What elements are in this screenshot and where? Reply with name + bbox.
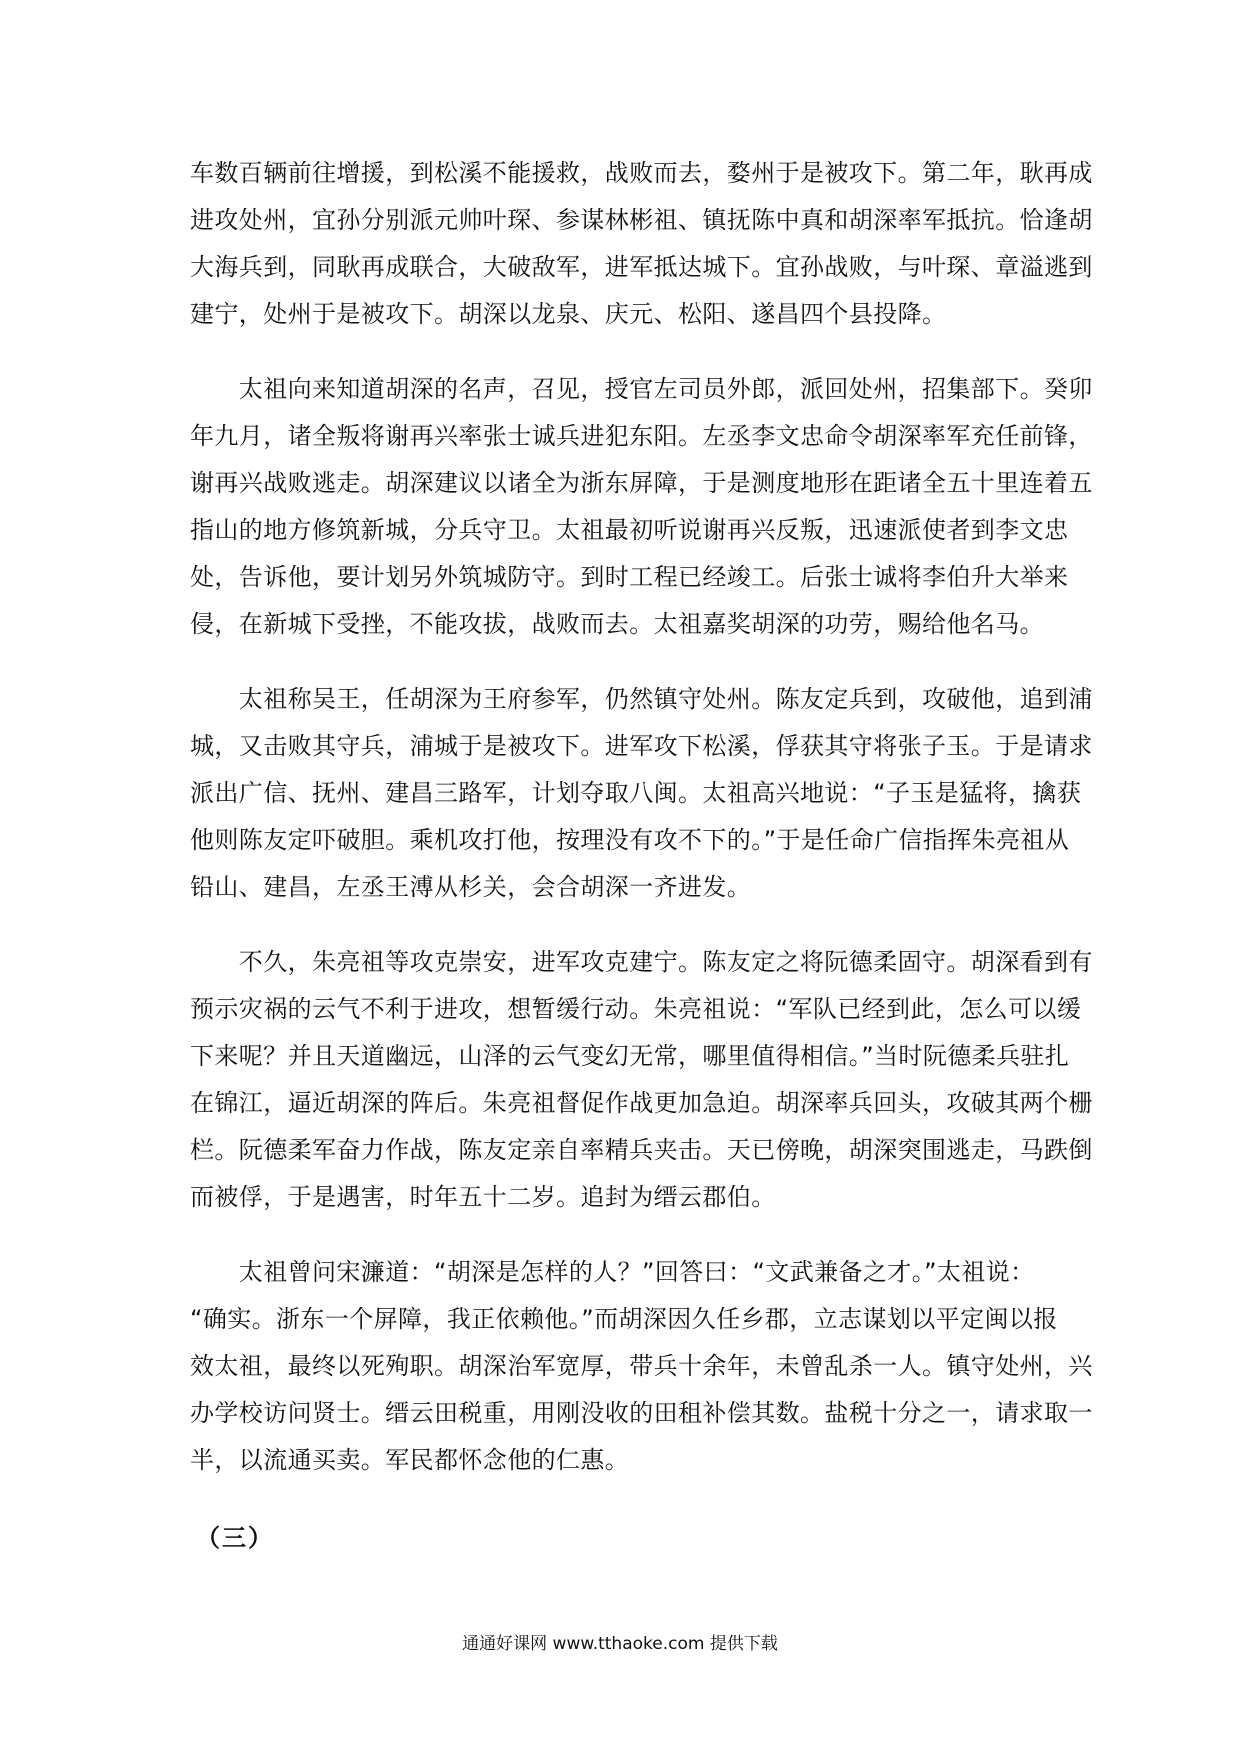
text-line: 大海兵到，同耿再成联合，大破敌军，进军抵达城下。宜孙战败，与叶琛、章溢逃到 (190, 253, 1093, 281)
text-line: 指山的地方修筑新城，分兵守卫。太祖最初听说谢再兴反叛，迅速派使者到李文忠 (190, 516, 1069, 544)
text-line: 建宁，处州于是被攻下。胡深以龙泉、庆元、松阳、遂昌四个县投降。 (190, 300, 947, 328)
text-line: 在锦江，逼近胡深的阵后。朱亮祖督促作战更加急迫。胡深率兵回头，攻破其两个栅 (190, 1089, 1093, 1117)
text-line: 太祖曾问宋濂道：“胡深是怎样的人？”回答曰：“文武兼备之才。”太祖说： (190, 1258, 1035, 1286)
text-line: 进攻处州，宜孙分别派元帅叶琛、参谋林彬祖、镇抚陈中真和胡深率军抵抗。恰逢胡 (190, 206, 1093, 234)
text-line: 车数百辆前往增援，到松溪不能援救，战败而去，婺州于是被攻下。第二年，耿再成 (190, 159, 1093, 187)
paragraph-3 (190, 676, 1093, 911)
text-line: 栏。阮德柔军奋力作战，陈友定亲自率精兵夹击。天已傍晚，胡深突围逃走，马跌倒 (190, 1136, 1093, 1164)
text-line: 办学校访问贤士。缙云田税重，用刚没收的田租补偿其数。盐税十分之一，请求取一 (190, 1399, 1093, 1427)
paragraph-5 (190, 1249, 1093, 1484)
paragraph-4 (190, 939, 1093, 1221)
text-line: 谢再兴战败逃走。胡深建议以诸全为浙东屏障，于是测度地形在距诸全五十里连着五 (190, 469, 1093, 497)
text-line: 太祖向来知道胡深的名声，召见，授官左司员外郎，派回处州，招集部下。癸卯 (190, 375, 1093, 403)
text-line: 侵，在新城下受挫，不能攻拔，战败而去。太祖嘉奖胡深的功劳，赐给他名马。 (190, 610, 1044, 638)
text-line: 预示灾祸的云气不利于进攻，想暂缓行动。朱亮祖说：“军队已经到此，怎么可以缓 (190, 995, 1082, 1023)
text-line: “确实。浙东一个屏障，我正依赖他。”而胡深因久任乡郡，立志谋划以平定闽以报 (190, 1305, 1058, 1333)
text-line: 派出广信、抚州、建昌三路军，计划夺取八闽。太祖高兴地说：“子玉是猛将，擒获 (190, 779, 1082, 807)
text-line: 铅山、建昌，左丞王溥从杉关，会合胡深一齐进发。 (190, 873, 752, 901)
body-text (190, 150, 1093, 1512)
paragraph-1 (190, 150, 1093, 338)
text-line: 城，又击败其守兵，浦城于是被攻下。进军攻下松溪，俘获其守将张子玉。于是请求 (190, 732, 1093, 760)
text-line: 效太祖，最终以死殉职。胡深治军宽厚，带兵十余年，未曾乱杀一人。镇守处州，兴 (190, 1352, 1093, 1380)
text-line: 他则陈友定吓破胆。乘机攻打他，按理没有攻不下的。”于是任命广信指挥朱亮祖从 (190, 826, 1070, 854)
text-line: 而被俘，于是遇害，时年五十二岁。追封为缙云郡伯。 (190, 1183, 776, 1211)
text-line: 不久，朱亮祖等攻克崇安，进军攻克建宁。陈友定之将阮德柔固守。胡深看到有 (190, 948, 1093, 976)
text-line: 太祖称吴王，任胡深为王府参军，仍然镇守处州。陈友定兵到，攻破他，追到浦 (190, 685, 1093, 713)
paragraph-2 (190, 366, 1093, 648)
section-heading: （三） (196, 1524, 274, 1552)
page-footer: 通通好课网 www.tthaoke.com 提供下载 (462, 1634, 778, 1654)
text-line: 半，以流通买卖。军民都怀念他的仁惠。 (190, 1446, 630, 1474)
text-line: 下来呢？并且天道幽远，山泽的云气变幻无常，哪里值得相信。”当时阮德柔兵驻扎 (190, 1042, 1070, 1070)
text-line: 年九月，诸全叛将谢再兴率张士诚兵进犯东阳。左丞李文忠命令胡深率军充任前锋， (190, 422, 1093, 450)
text-line: 处，告诉他，要计划另外筑城防守。到时工程已经竣工。后张士诚将李伯升大举来 (190, 563, 1069, 591)
